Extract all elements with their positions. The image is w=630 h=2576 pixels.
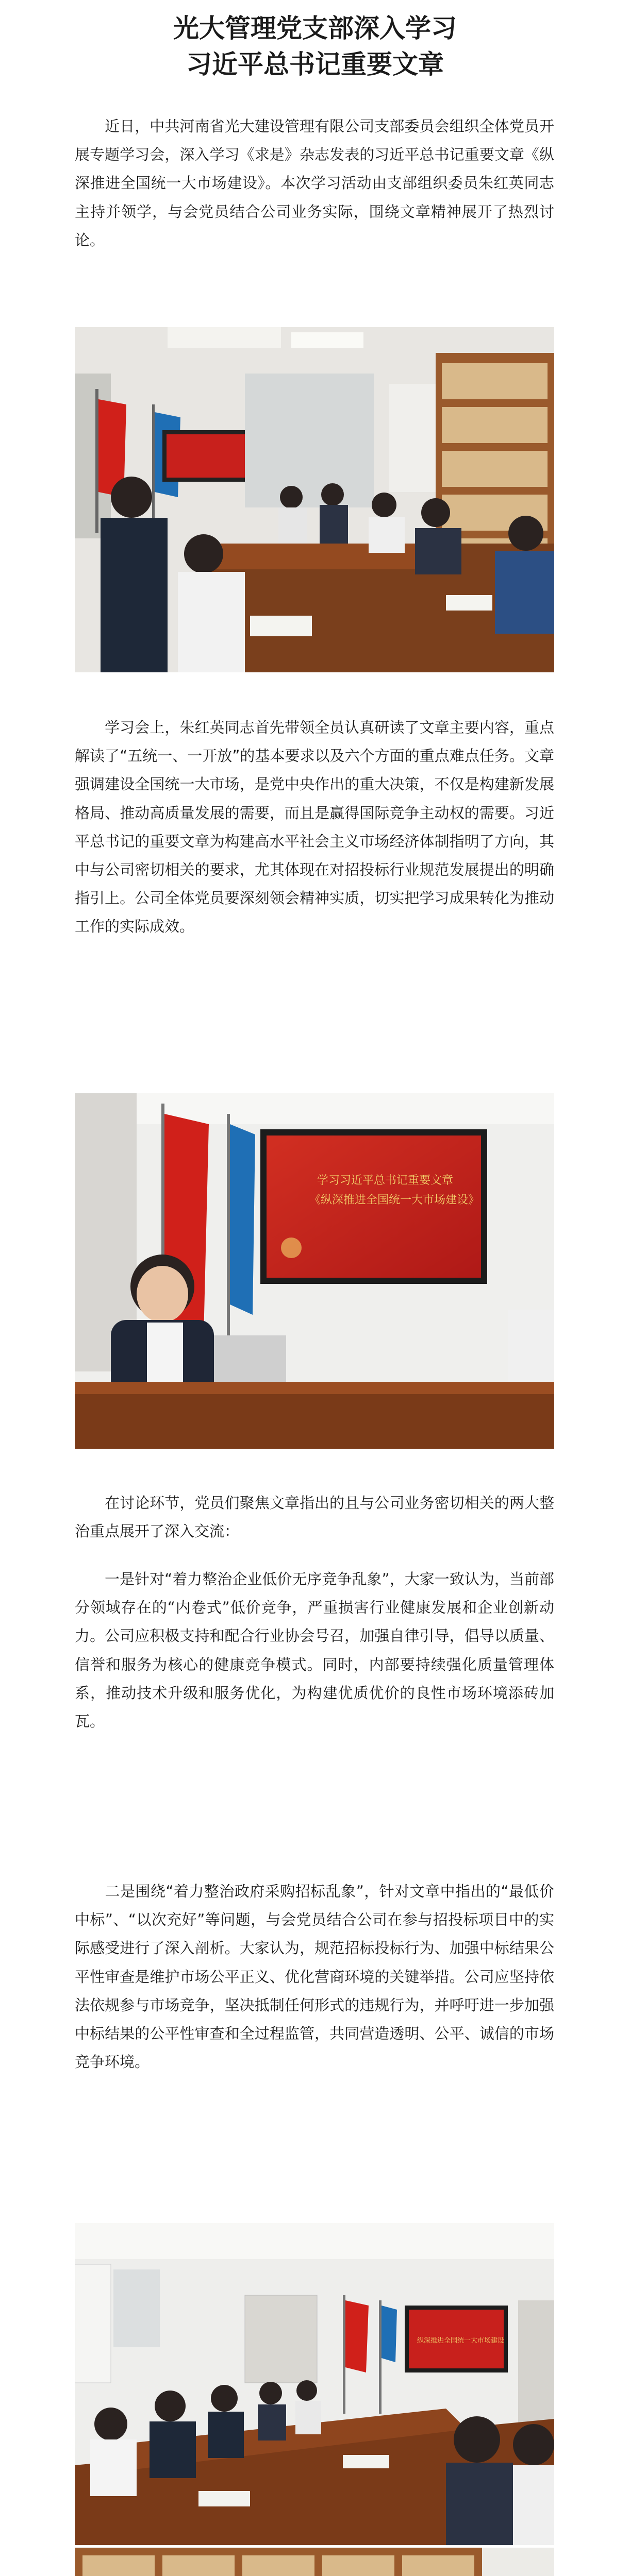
paragraph-study-text: 学习会上，朱红英同志首先带领全员认真研读了文章主要内容，重点解读了“五统一、一开放”的基本要求以及六个方面的重点难点任务。文章强调建设全国统一大市场，是党中央作出的重大决策，不仅是构建新发展格局、推动高质量发展的需要，而且是赢得国际竞争主动权的需要。习近平总书记的重要文章为构建高水平社会主义市场经济体制指明了方向，其中与公司密切相关的要求，尤其体现在对招投标行业规范发展提出的明确指引上。公司全体党员要深刻领会精神实质，切实把学习成果转化为推动工作的实际成效。 [75, 719, 554, 936]
meeting-photo-1 [75, 327, 554, 672]
article-title [0, 10, 630, 82]
meeting-photo-3 [75, 2223, 554, 2545]
meeting-photo-2-image [75, 1093, 554, 1449]
paragraph-intro-text: 近日，中共河南省光大建设管理有限公司支部委员会组织全体党员开展专题学习会，深入学习《求是》杂志发表的习近平总书记重要文章《纵深推进全国统一大市场建设》。本次学习活动由支部组织委员朱红英同志主持并领学，与会党员结合公司业务实际，围绕文章精神展开了热烈讨论。 [75, 117, 554, 249]
meeting-photo-4-image [75, 2548, 554, 2576]
paragraph-point-one [75, 1565, 554, 1736]
meeting-photo-4 [75, 2548, 554, 2576]
meeting-photo-2 [75, 1093, 554, 1449]
paragraph-point-two [75, 1877, 554, 2076]
paragraph-study [75, 714, 554, 941]
paragraph-point-one-text: 一是针对“着力整治企业低价无序竞争乱象”，大家一致认为，当前部分领域存在的“内卷式”低价竞争，严重损害行业健康发展和企业创新动力。公司应积极支持和配合行业协会号召，加强自律引导，倡导以质量、信誉和服务为核心的健康竞争模式。同时，内部要持续强化质量管理体系，推动技术升级和服务优化，为构建优质优价的良性市场环境添砖加瓦。 [75, 1570, 554, 1731]
paragraph-discussion [75, 1489, 554, 1546]
screen-text: 纵深推进全国统一大市场建设 [417, 2337, 505, 2345]
article-title-line2: 习近平总书记重要文章 [186, 49, 444, 79]
screen-text-line1: 学习习近平总书记重要文章 [317, 1174, 454, 1187]
screen-text-line2: 《纵深推进全国统一大市场建设》 [309, 1194, 480, 1207]
article-title-line1: 光大管理党支部深入学习 [173, 13, 457, 43]
paragraph-discussion-text: 在讨论环节，党员们聚焦文章指出的且与公司业务密切相关的两大整治重点展开了深入交流： [75, 1494, 554, 1540]
meeting-photo-3-image [75, 2223, 554, 2545]
meeting-photo-1-image [75, 327, 554, 672]
paragraph-point-two-text: 二是围绕“着力整治政府采购招标乱象”，针对文章中指出的“最低价中标”、“以次充好”等问题，与会党员结合公司在参与招投标项目中的实际感受进行了深入剖析。大家认为，规范招标投标行为、加强中标结果公平性审查是维护市场公平正义、优化营商环境的关键举措。公司应坚持依法依规参与市场竞争，坚决抵制任何形式的违规行为，并呼吁进一步加强中标结果的公平性审查和全过程监管，共同营造透明、公平、诚信的市场竞争环境。 [75, 1883, 554, 2071]
paragraph-intro [75, 112, 554, 255]
